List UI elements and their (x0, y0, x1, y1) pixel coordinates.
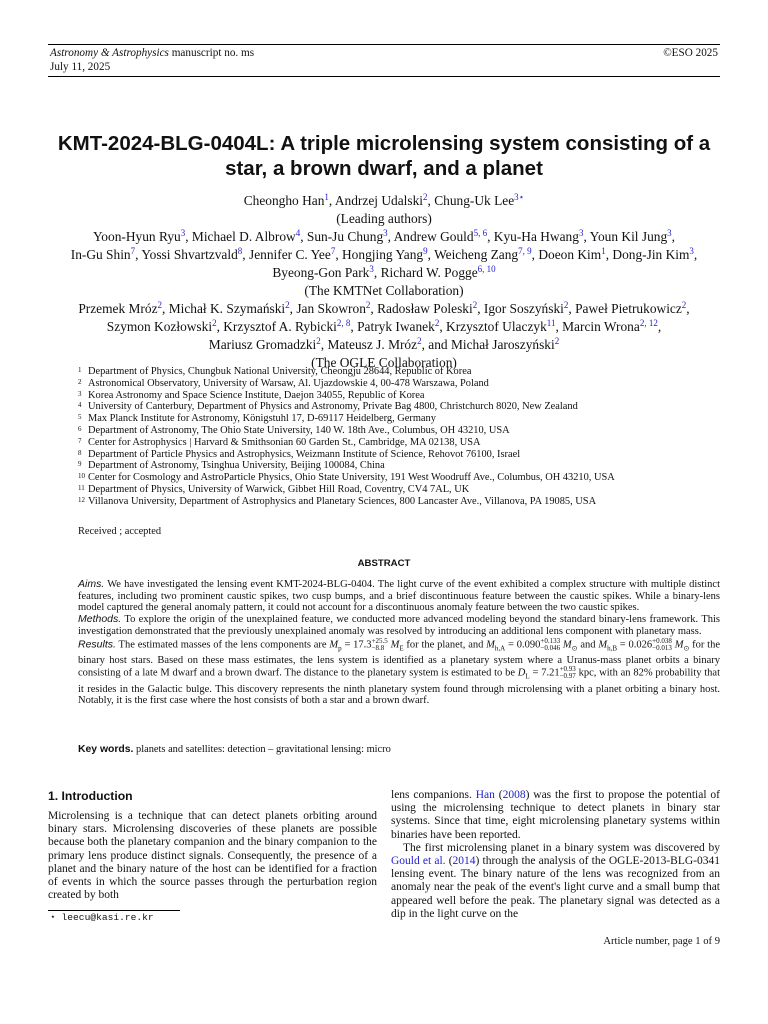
author-line-5: Przemek Mróz$^2$, Michał K. Szymański$^2$, Jan Skowron$^2$, Radosław Poleski$^2$, Igor Soszyński$^2$, Paweł Pietrukowicz$^2$, (78, 300, 690, 316)
citation-link[interactable]: Han (475, 789, 495, 801)
collab-label-kmtnet: (The KMTNet Collaboration) (304, 283, 464, 298)
journal-name: Astronomy & Astrophysics (50, 47, 169, 59)
affiliation-item: 9 Department of Astronomy, Tsinghua University, Beijing 100084, China (78, 460, 385, 472)
abstract-results: Results. The estimated masses of the lens components are $M_p = 17.3+25.5$ −8.8 $M_E$ for the planet, and $M_{h,A} = 0.090+0.133$ −0.046 $M_⊙$ and $M_{h,B} = 0.026+0.038$ −0.013 $M_⊙$ for the binary host stars. Based on these mass estimates, the lens system is identified as a planetary system where a Uranus-mass planet orbits a binary consisting of a late M dwarf and a brown dwarf. The distance to the planetary system is estimated to be $D_L = 7.21+0.93$ −0.97 kpc, with an 82% probability that it resides in the Galactic bulge. This discovery represents the ninth planetary system found through microlensing with a planet orbiting a binary host. Notably, it is the first case where the host consists of both a star and a brown dwarf. (78, 636, 721, 707)
section-heading-introduction: 1. Introduction (48, 789, 133, 803)
received-line: Received ; accepted (78, 526, 162, 537)
keywords-line: Key words. planets and satellites: detection – gravitational lensing: micro (78, 744, 391, 755)
affiliation-item: 10 Center for Cosmology and AstroParticle Physics, Ohio State University, 191 West Woodruff Ave., Columbus, OH 43210, USA (78, 472, 615, 484)
collab-label-leading: (Leading authors) (336, 211, 432, 226)
affiliation-item: 8 Department of Particle Physics and Astrophysics, Weizmann Institute of Science, Rehovot 76100, Israel (78, 448, 521, 460)
citation-link[interactable]: 2014 (452, 855, 476, 868)
right-column-text: lens companions. Han (2008) was the first to propose the potential of using the microlensing technique to detect planets in binary star systems. Since that time, eight microlensing planetary systems within binaries have been reported. The first microlensing planet in a binary system was discovered by Gould et al. (2014) through the analysis of the OGLE-2013-BLG-0341 lensing event. The binary nature of the lens was recognized from an anomaly near the peak of the event's light curve and a small bump that appeared well before the peak. The planetary signal was detected as a dip in the light curve on the (391, 789, 720, 920)
abstract-methods: Methods. To explore the origin of the unexplained feature, we conducted more advanced modeling beyond the standard binary-lens framework. This investigation demonstrated that the previously unexplained anomaly was resolved by introducing an additional lens component with planetary mass. (78, 613, 720, 637)
affiliation-item: 1 Department of Physics, Chungbuk National University, Cheongju 28644, Republic of Korea (78, 366, 472, 377)
affiliation-item: 7 Center for Astrophysics | Harvard & Smithsonian 60 Garden St., Cambridge, MA 02138, USA (78, 436, 481, 448)
header-date: July 11, 2025 (50, 61, 111, 73)
author-line-2: Yoon-Hyun Ryu$^3$, Michael D. Albrow$^4$, Sun-Ju Chung$^3$, Andrew Gould$^{5, 6}$, Kyu-Ha Hwang$^3$, Youn Kil Jung$^3$, (92, 228, 676, 244)
author-line-6: Szymon Kozłowski$^2$, Krzysztof A. Rybicki$^{2, 8}$, Patryk Iwanek$^2$, Krzysztof Ulaczyk$^{11}$, Marcin Wrona$^{2, 12}$, (106, 318, 662, 334)
author-line-7: Mariusz Gromadzki$^2$, Mateusz J. Mróz$^2$, and Michał Jaroszyński$^2$ (208, 336, 560, 352)
collab-label-ogle: (The OGLE Collaboration) (311, 355, 457, 370)
affiliation-item: 3 Korea Astronomy and Space Science Institute, Daejon 34055, Republic of Korea (78, 389, 425, 401)
affiliation-list (78, 366, 615, 508)
citation-link[interactable]: 2008 (502, 789, 526, 801)
author-line-1: Cheongho Han$^1$, Andrzej Udalski$^2$, Chung-Uk Lee$^{3⋆}$ (243, 192, 525, 208)
header-bottom-rule (48, 76, 720, 77)
author-line-3: In-Gu Shin$^7$, Yossi Shvartzvald$^8$, Jennifer C. Yee$^7$, Hongjing Yang$^9$, Weicheng Zang$^{7, 9}$, Doeon Kim$^1$, Dong-Jin Kim$^3$, (70, 246, 698, 262)
header-top-rule (48, 44, 720, 45)
affiliation-item: 12 Villanova University, Department of Astrophysics and Planetary Sciences, 800 Lancaster Ave., Villanova, PA 19085, USA (78, 495, 597, 507)
paper-title: KMT-2024-BLG-0404L: A triple microlensing system consisting of a star, a brown dwarf, and a planet (57, 132, 711, 180)
footnote-link[interactable]: ⋆ (518, 192, 525, 202)
footnote-rule (48, 910, 180, 911)
abstract-heading: ABSTRACT (357, 558, 411, 569)
affiliation-item: 5 Max Planck Institute for Astronomy, Königstuhl 17, D-69117 Heidelberg, Germany (78, 413, 436, 425)
affiliation-item: 11 Department of Physics, University of Warwick, Gibbet Hill Road, Coventry, CV4 7AL, UK (78, 483, 470, 495)
affiliation-item: 6 Department of Astronomy, The Ohio State University, 140 W. 18th Ave., Columbus, OH 43210, USA (78, 424, 510, 436)
affil-link[interactable]: 3 (514, 192, 519, 202)
affil-link[interactable]: 2 (423, 192, 428, 202)
author-block (30, 192, 738, 372)
abstract-aims: Aims. We have investigated the lensing event KMT-2024-BLG-0404. The light curve of the event exhibited a complex structure with multiple distinct features, including two prominent caustic spikes, two cusp bumps, and a brief discontinuous feature between the caustic spikes. While a binary-lens model captured the general anomaly pattern, it could not account for a discontinuous anomaly feature between the two caustic spikes. (78, 578, 720, 614)
footnote-email: ⋆ leecu@kasi.re.kr (50, 912, 154, 923)
copyright-notice: ©ESO 2025 (663, 47, 718, 59)
author-line-4: Byeong-Gon Park$^3$, Richard W. Pogge$^{6, 10}$ (272, 264, 496, 280)
affiliation-item: 4 University of Canterbury, Department of Physics and Astronomy, Private Bag 4800, Christchurch 8020, New Zealand (78, 401, 578, 413)
citation-link[interactable]: Gould et al. (391, 855, 446, 868)
left-column-text: Microlensing is a technique that can detect planets orbiting around binary stars. Microlensing discoveries of these planets are possible because both the planetary companion and the binary companion to the primary lens produce distinct signals. Consequently, the presence of a planet and the binary nature of the host can be identified for a fraction of events in which the source passes through the perturbation region created by both (48, 810, 377, 902)
affil-link[interactable]: 1 (324, 192, 329, 202)
abstract-body (78, 579, 720, 707)
affiliation-item: 2 Astronomical Observatory, University of Warsaw, Al. Ujazdowskie 4, 00-478 Warszawa, Poland (78, 377, 489, 389)
page-number: Article number, page 1 of 9 (603, 936, 720, 947)
journal-header (50, 46, 254, 74)
manuscript-label: manuscript no. ms (168, 47, 255, 59)
